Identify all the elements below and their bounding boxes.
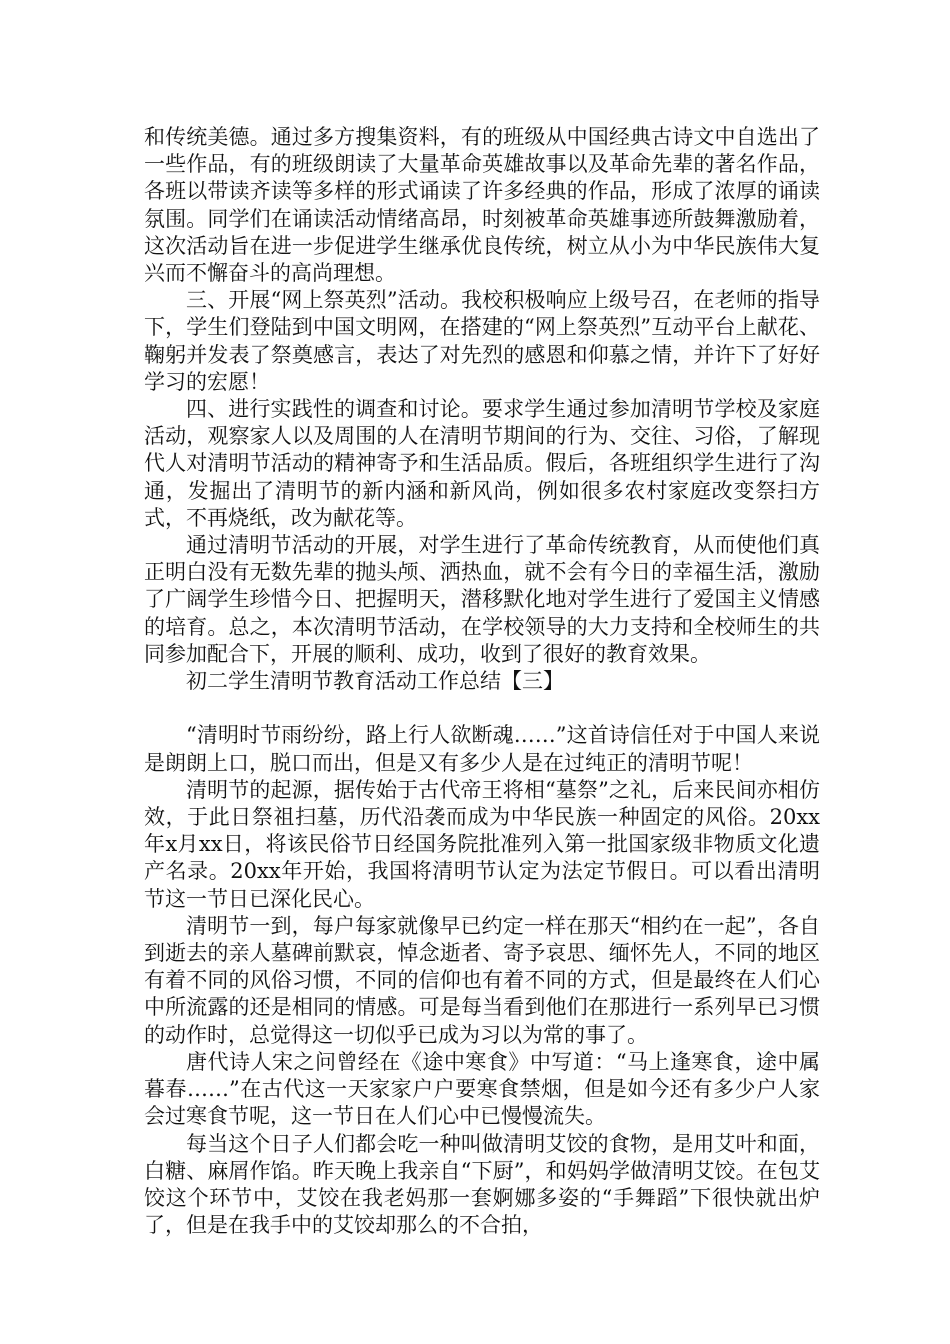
paragraph-poem-intro: “清明时节雨纷纷，路上行人欲断魂……”这首诗信任对于中国人来说是朗朗上口，脱口而出，但是又有多少人是在过纯正的清明节呢！ [144,723,820,775]
paragraph-customs: 清明节一到，每户每家就像早已约定一样在那天“相约在一起”，各自到逝去的亲人墓碑前默哀，悼念逝者、寄予哀思、缅怀先人，不同的地区有着不同的风俗习惯，不同的信仰也有着不同的方式，但是最终在人们心中所流露的还是相同的情感。可是每当看到他们在那进行一系列早已习惯的动作时，总觉得这一切似乎已成为习以为常的事了。 [144,913,820,1047]
paragraph-survey-discussion: 四、进行实践性的调查和讨论。要求学生通过参加清明节学校及家庭活动，观察家人以及周围的人在清明节期间的行为、交往、习俗，了解现代人对清明节活动的精神寄予和生活品质。假后，各班组织学生进行了沟通，发掘出了清明节的新内涵和新风尚，例如很多农村家庭改变祭扫方式，不再烧纸，改为献花等。 [144,397,820,530]
blank-line [144,695,820,722]
paragraph-continuation: 和传统美德。通过多方搜集资料，有的班级从中国经典古诗文中自选出了一些作品，有的班级朗读了大量革命英雄故事以及革命先辈的著名作品，各班以带读齐读等多样的形式诵读了许多经典的作品，形成了浓厚的诵读氛围。同学们在诵读活动情绪高昂，时刻被革命英雄事迹所鼓舞激励着，这次活动旨在进一步促进学生继承优良传统，树立从小为中华民族伟大复兴而不懈奋斗的高尚理想。 [144,125,820,286]
document-body [144,124,820,1239]
paragraph-online-memorial: 三、开展“网上祭英烈”活动。我校积极响应上级号召，在老师的指导下，学生们登陆到中国文明网，在搭建的“网上祭英烈”互动平台上献花、鞠躬并发表了祭奠感言，表达了对先烈的感恩和仰慕之情，并许下了好好学习的宏愿！ [144,288,820,394]
section-heading: 初二学生清明节教育活动工作总结【三】 [186,669,564,694]
paragraph-dumplings: 每当这个日子人们都会吃一种叫做清明艾饺的食物，是用艾叶和面，白糖、麻屑作馅。昨天晚上我亲自“下厨”，和妈妈学做清明艾饺。在包艾饺这个环节中，艾饺在我老妈那一套婀娜多姿的“手舞蹈”下很快就出炉了，但是在我手中的艾饺却那么的不合拍， [144,1131,820,1238]
paragraph-summary: 通过清明节活动的开展，对学生进行了革命传统教育，从而使他们真正明白没有无数先辈的抛头颅、洒热血，就不会有今日的幸福生活，激励了广阔学生珍惜今日、把握明天，潜移默化地对学生进行了爱国主义情感的培育。总之，本次清明节活动，在学校领导的大力支持和全校师生的共同参加配合下，开展的顺利、成功，收到了很好的教育效果。 [144,533,820,666]
paragraph-origin: 清明节的起源，据传始于古代帝王将相“墓祭”之礼，后来民间亦相仿效，于此日祭祖扫墓，历代沿袭而成为中华民族一种固定的风俗。20xx年x月xx日，将该民俗节日经国务院批准列入第一批国家级非物质文化遗产名录。20xx年开始，我国将清明节认定为法定节假日。可以看出清明节这一节日已深化民心。 [144,777,820,911]
paragraph-cold-food: 唐代诗人宋之问曾经在《途中寒食》中写道：“马上逢寒食，途中属暮春……”在古代这一天家家户户要寒食禁烟，但是如今还有多少户人家会过寒食节呢，这一节日在人们心中已慢慢流失。 [144,1049,820,1129]
